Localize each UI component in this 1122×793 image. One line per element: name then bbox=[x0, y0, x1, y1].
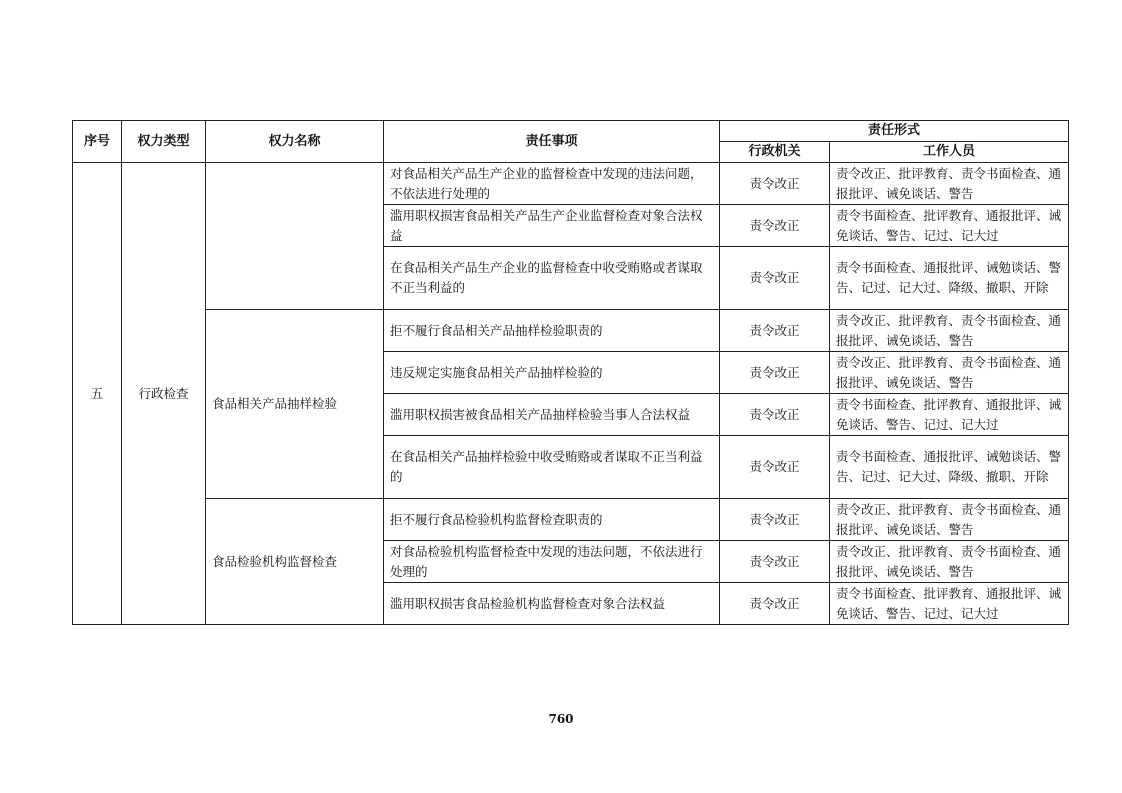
matter-cell: 在食品相关产品抽样检验中收受贿赂或者谋取不正当利益的 bbox=[384, 436, 720, 499]
matter-cell: 拒不履行食品检验机构监督检查职责的 bbox=[384, 499, 720, 541]
page-number: 760 bbox=[548, 712, 574, 726]
admin-cell: 责令改正 bbox=[720, 163, 830, 205]
table-row bbox=[73, 310, 1069, 352]
staff-cell: 责令书面检查、通报批评、诫勉谈话、警告、记过、记大过、降级、撤职、开除 bbox=[830, 436, 1069, 499]
staff-cell: 责令书面检查、批评教育、通报批评、诫免谈话、警告、记过、记大过 bbox=[830, 205, 1069, 247]
matter-cell: 滥用职权损害食品相关产品生产企业监督检查对象合法权益 bbox=[384, 205, 720, 247]
header-staff: 工作人员 bbox=[830, 142, 1069, 163]
seq-cell: 五 bbox=[73, 163, 122, 625]
admin-cell: 责令改正 bbox=[720, 436, 830, 499]
staff-cell: 责令书面检查、批评教育、通报批评、诫免谈话、警告、记过、记大过 bbox=[830, 583, 1069, 625]
matter-cell: 在食品相关产品生产企业的监督检查中收受贿赂或者谋取不正当利益的 bbox=[384, 247, 720, 310]
staff-cell: 责令改正、批评教育、责令书面检查、通报批评、诫免谈话、警告 bbox=[830, 499, 1069, 541]
matter-cell: 拒不履行食品相关产品抽样检验职责的 bbox=[384, 310, 720, 352]
header-row-1 bbox=[73, 121, 1069, 142]
power-name-cell: 食品相关产品抽样检验 bbox=[206, 310, 384, 499]
staff-cell: 责令改正、批评教育、责令书面检查、通报批评、诫免谈话、警告 bbox=[830, 541, 1069, 583]
responsibility-table bbox=[72, 120, 1069, 625]
header-form: 责任形式 bbox=[720, 121, 1069, 142]
admin-cell: 责令改正 bbox=[720, 499, 830, 541]
header-power-type: 权力类型 bbox=[122, 121, 206, 163]
admin-cell: 责令改正 bbox=[720, 394, 830, 436]
table-row bbox=[73, 163, 1069, 205]
table-row bbox=[73, 499, 1069, 541]
header-seq: 序号 bbox=[73, 121, 122, 163]
staff-cell: 责令改正、批评教育、责令书面检查、通报批评、诫免谈话、警告 bbox=[830, 310, 1069, 352]
matter-cell: 对食品相关产品生产企业的监督检查中发现的违法问题，不依法进行处理的 bbox=[384, 163, 720, 205]
header-power-name: 权力名称 bbox=[206, 121, 384, 163]
matter-cell: 对食品检验机构监督检查中发现的违法问题，不依法进行处理的 bbox=[384, 541, 720, 583]
staff-cell: 责令书面检查、批评教育、通报批评、诫免谈话、警告、记过、记大过 bbox=[830, 394, 1069, 436]
admin-cell: 责令改正 bbox=[720, 205, 830, 247]
admin-cell: 责令改正 bbox=[720, 352, 830, 394]
power-name-cell bbox=[206, 163, 384, 310]
admin-cell: 责令改正 bbox=[720, 310, 830, 352]
staff-cell: 责令书面检查、通报批评、诫勉谈话、警告、记过、记大过、降级、撤职、开除 bbox=[830, 247, 1069, 310]
power-name-cell: 食品检验机构监督检查 bbox=[206, 499, 384, 625]
matter-cell: 滥用职权损害食品检验机构监督检查对象合法权益 bbox=[384, 583, 720, 625]
matter-cell: 滥用职权损害被食品相关产品抽样检验当事人合法权益 bbox=[384, 394, 720, 436]
header-matter: 责任事项 bbox=[384, 121, 720, 163]
admin-cell: 责令改正 bbox=[720, 247, 830, 310]
admin-cell: 责令改正 bbox=[720, 541, 830, 583]
power-type-cell: 行政检查 bbox=[122, 163, 206, 625]
header-admin: 行政机关 bbox=[720, 142, 830, 163]
matter-cell: 违反规定实施食品相关产品抽样检验的 bbox=[384, 352, 720, 394]
staff-cell: 责令改正、批评教育、责令书面检查、通报批评、诫免谈话、警告 bbox=[830, 352, 1069, 394]
staff-cell: 责令改正、批评教育、责令书面检查、通报批评、诫免谈话、警告 bbox=[830, 163, 1069, 205]
admin-cell: 责令改正 bbox=[720, 583, 830, 625]
